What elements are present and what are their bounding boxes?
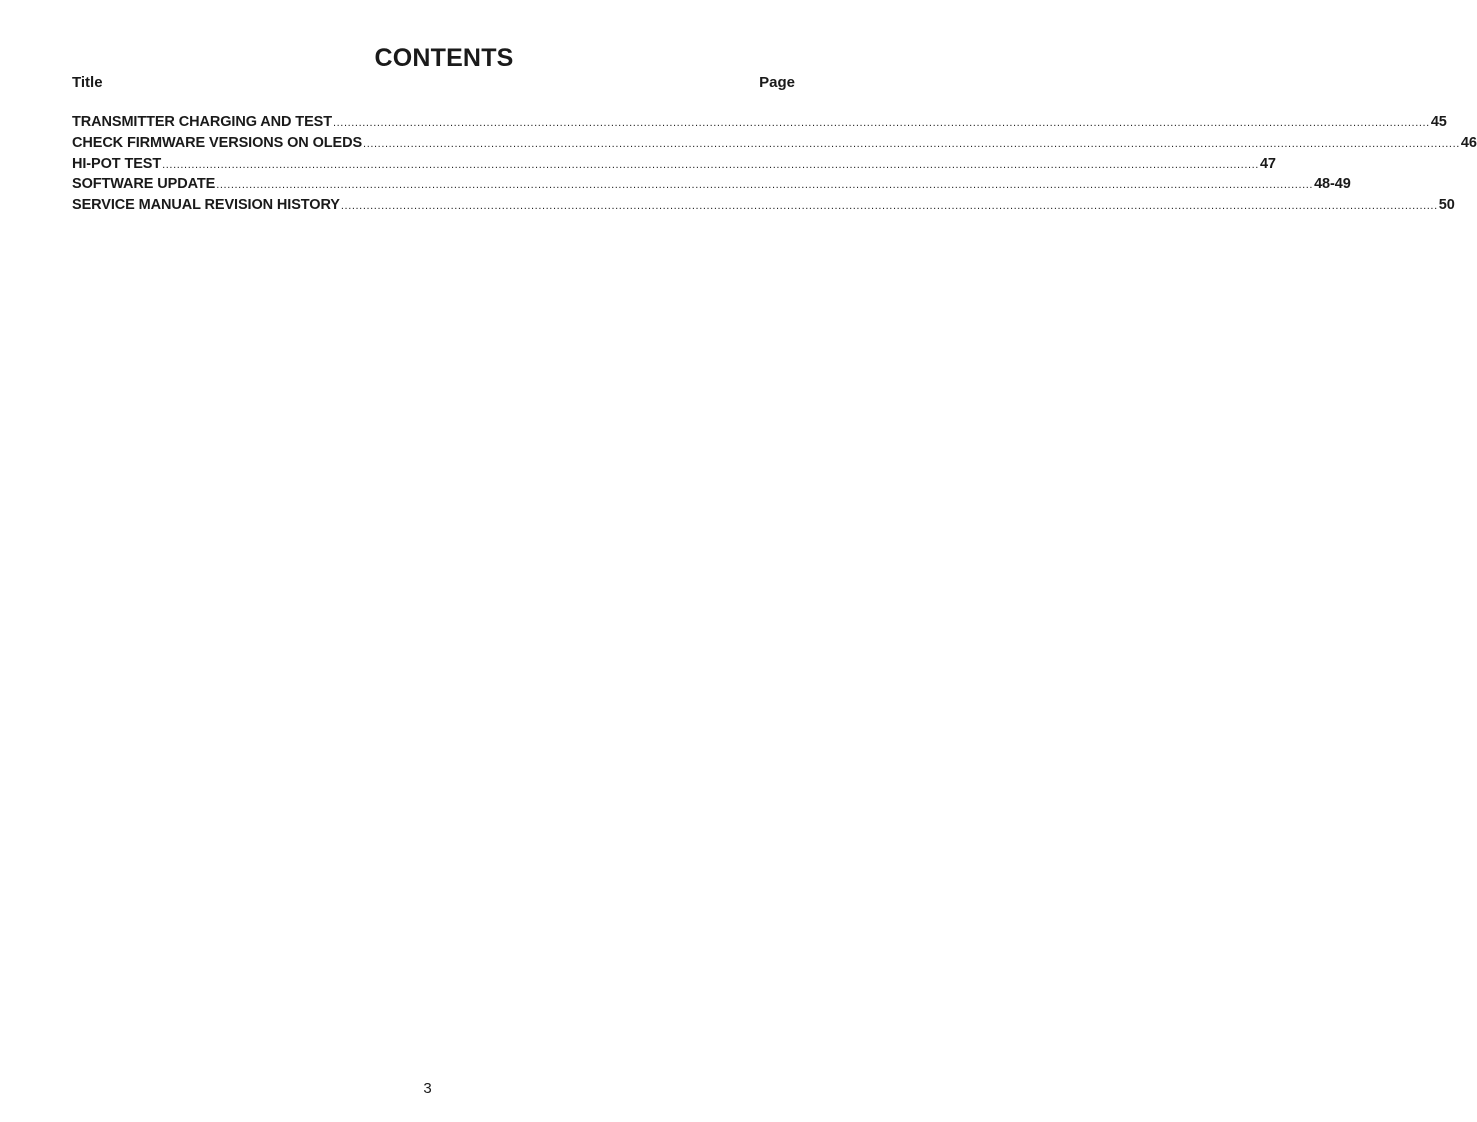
toc-entry[interactable] <box>72 155 1276 177</box>
dot-leader: ............................................................................................................................................................................................................................................................................................................ <box>340 200 1438 213</box>
table-of-contents <box>72 114 1477 218</box>
toc-entry-page: 50 <box>1438 197 1455 214</box>
toc-entry-page: 48-49 <box>1314 176 1351 193</box>
toc-entry[interactable] <box>72 197 1455 218</box>
toc-entry-title: SOFTWARE UPDATE <box>72 176 216 193</box>
toc-entry[interactable] <box>72 176 1351 197</box>
toc-entry-title: CHECK FIRMWARE VERSIONS ON OLEDS <box>72 134 363 151</box>
dot-leader: ............................................................................................................................................................................................................................................................................................................ <box>332 117 1430 129</box>
page-title: CONTENTS <box>374 44 514 72</box>
toc-entry[interactable] <box>72 114 1447 135</box>
dot-leader: ............................................................................................................................................................................................................................................................................................................ <box>162 158 1259 171</box>
toc-entry[interactable] <box>72 134 1477 156</box>
toc-entry-page: 45 <box>1430 114 1447 130</box>
toc-entry-title: TRANSMITTER CHARGING AND TEST <box>72 114 332 130</box>
toc-entry-page: 47 <box>1259 155 1276 172</box>
page-number: 3 <box>423 1080 432 1097</box>
toc-entry-title: HI-POT TEST <box>72 155 162 172</box>
toc-entry-page: 46 <box>1460 134 1477 151</box>
dot-leader: ............................................................................................................................................................................................................................................................................................................ <box>363 137 1460 150</box>
dot-leader: ............................................................................................................................................................................................................................................................................................................ <box>216 179 1314 192</box>
toc-entry-title: SERVICE MANUAL REVISION HISTORY <box>72 197 340 214</box>
title-column-header: Title <box>72 74 103 91</box>
page-column-header: Page <box>759 74 795 91</box>
